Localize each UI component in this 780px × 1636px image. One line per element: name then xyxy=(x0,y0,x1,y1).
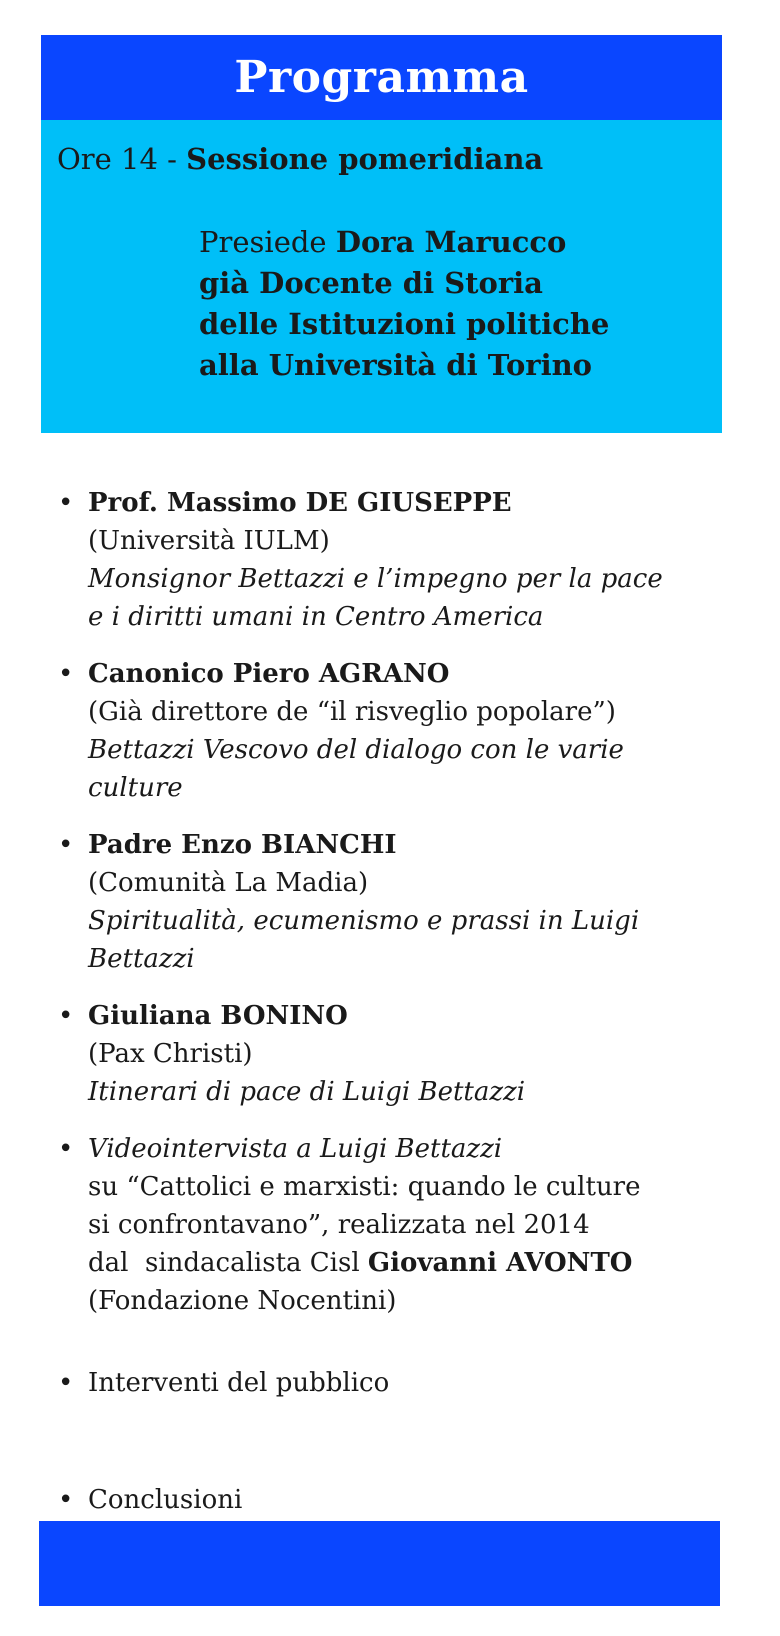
speaker-name: Giuliana BONINO xyxy=(88,1001,348,1031)
session-time: Ore 14 - xyxy=(57,142,187,176)
video-interviewer-name: Giovanni AVONTO xyxy=(367,1248,633,1278)
talk-title-line: Itinerari di pace di Luigi Bettazzi xyxy=(88,1077,526,1107)
bullet: • xyxy=(58,1368,74,1398)
list-item-public-interventions xyxy=(55,1364,389,1402)
bullet: • xyxy=(58,1001,74,1031)
bullet: • xyxy=(58,1134,74,1164)
video-line-4: (Fondazione Nocentini) xyxy=(88,1286,397,1316)
talk-title-line: culture xyxy=(88,773,183,803)
chair-role-line-2: delle Istituzioni politiche xyxy=(199,307,610,341)
bullet: • xyxy=(58,659,74,689)
conclusions-label: Conclusioni xyxy=(88,1485,243,1515)
video-line-3-prefix: dal sindacalista Cisl xyxy=(88,1248,368,1278)
list-item-video xyxy=(55,1130,715,1320)
speaker-affiliation: (Pax Christi) xyxy=(88,1039,253,1069)
bullet: • xyxy=(58,1485,74,1515)
talk-title-line: Spiritualità, ecumenismo e prassi in Luigi xyxy=(88,906,640,936)
chair-line xyxy=(199,222,609,263)
video-line-2: si confrontavano”, realizzata nel 2014 xyxy=(88,1210,590,1240)
session-heading xyxy=(57,142,543,176)
talk-title-line: e i diritti umani in Centro America xyxy=(88,602,544,632)
list-item xyxy=(55,655,715,807)
speaker-name: Padre Enzo BIANCHI xyxy=(88,830,397,860)
public-interventions-label: Interventi del pubblico xyxy=(88,1368,390,1398)
list-item xyxy=(55,997,715,1111)
bullet: • xyxy=(58,830,74,860)
speaker-affiliation: (Università IULM) xyxy=(88,526,330,556)
page-title: Programma xyxy=(234,52,529,103)
chair-name: Dora Marucco xyxy=(335,225,567,259)
chair-role-line-3: alla Università di Torino xyxy=(199,348,593,382)
list-item xyxy=(55,484,715,636)
list-item-conclusions xyxy=(55,1481,242,1519)
chair-prefix: Presiede xyxy=(199,225,336,259)
chair-role-line-1: già Docente di Storia xyxy=(199,266,543,300)
video-line-3 xyxy=(88,1244,715,1282)
speaker-affiliation: (Comunità La Madia) xyxy=(88,868,369,898)
chair-block xyxy=(199,222,609,386)
talk-title-line: Monsignor Bettazzi e l’impegno per la pace xyxy=(88,564,663,594)
talk-title-line: Bettazzi xyxy=(88,944,195,974)
footer-band xyxy=(39,1521,720,1606)
header-band xyxy=(41,35,722,120)
video-line-1: su “Cattolici e marxisti: quando le culture xyxy=(88,1172,641,1202)
list-item xyxy=(55,826,715,978)
speaker-affiliation: (Già direttore de “il risveglio popolare”) xyxy=(88,697,616,727)
speaker-name: Canonico Piero AGRANO xyxy=(88,659,450,689)
session-title: Sessione pomeridiana xyxy=(186,142,544,176)
talk-list xyxy=(55,484,715,1339)
session-panel xyxy=(41,120,722,433)
bullet: • xyxy=(58,488,74,518)
speaker-name: Prof. Massimo DE GIUSEPPE xyxy=(88,488,512,518)
video-title: Videointervista a Luigi Bettazzi xyxy=(88,1134,503,1164)
talk-title-line: Bettazzi Vescovo del dialogo con le varie xyxy=(88,735,624,765)
